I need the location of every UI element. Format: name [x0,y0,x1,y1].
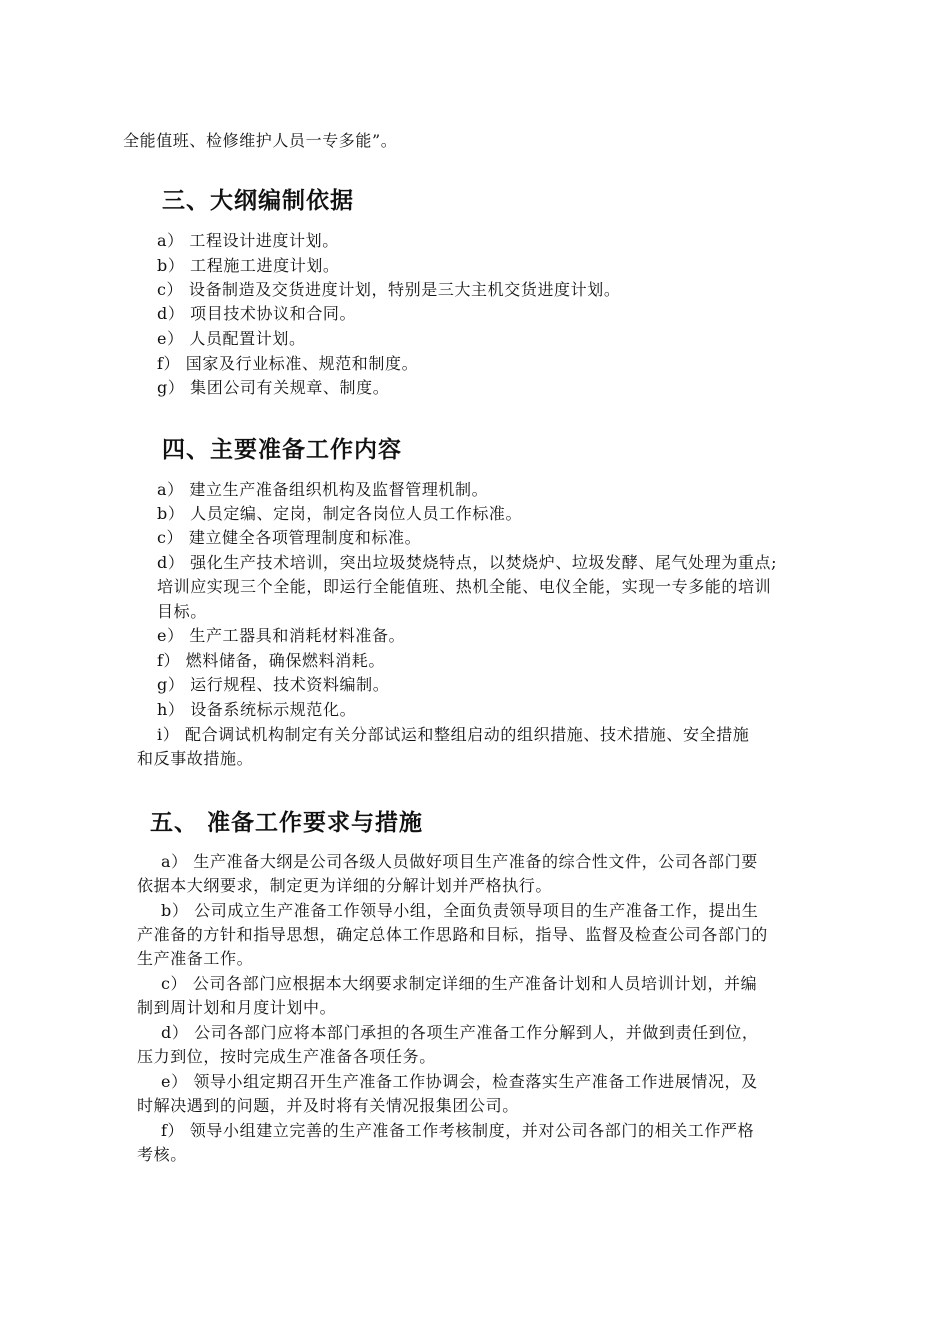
section-3-item: a） 工程设计进度计划。 [157,231,339,250]
section-4-item: c） 建立健全各项管理制度和标准。 [157,528,422,547]
section-5-item: b） 公司成立生产准备工作领导小组，全面负责领导项目的生产准备工作，提出生 [161,901,759,920]
section-4-item: d） 强化生产技术培训，突出垃圾焚烧特点，以焚烧炉、垃圾发酵、尾气处理为重点; [157,553,778,572]
section-5-item: 时解决遇到的问题，并及时将有关情况报集团公司。 [137,1096,519,1115]
section-5-item: f） 领导小组建立完善的生产准备工作考核制度，并对公司各部门的相关工作严格 [161,1121,755,1140]
section-4-item: b） 人员定编、定岗，制定各岗位人员工作标准。 [157,504,523,523]
section-5-item: 生产准备工作。 [137,949,254,968]
section-3-item: b） 工程施工进度计划。 [157,256,340,275]
section-5-item: 依据本大纲要求，制定更为详细的分解计划并严格执行。 [137,876,553,895]
intro-continuation: 全能值班、检修维护人员一专多能”。 [123,131,398,150]
section-4-item: i） 配合调试机构制定有关分部试运和整组启动的组织措施、技术措施、安全措施 [157,725,750,744]
section-4-item: 和反事故措施。 [137,749,254,768]
section-5-item: c） 公司各部门应根据本大纲要求制定详细的生产准备计划和人员培训计划，并编 [161,974,758,993]
section-3-item: e） 人员配置计划。 [157,329,306,348]
section-3-item: g） 集团公司有关规章、制度。 [157,378,390,397]
section-4-item: a） 建立生产准备组织机构及监督管理机制。 [157,480,489,499]
section-5-heading: 五、 准备工作要求与措施 [150,810,424,836]
section-3-heading: 三、大纲编制依据 [162,188,354,214]
section-5-item: 压力到位，按时完成生产准备各项任务。 [137,1047,436,1066]
section-4-item: e） 生产工器具和消耗材料准备。 [157,626,406,645]
section-4-item: 目标。 [157,602,207,621]
section-4-heading: 四、主要准备工作内容 [162,437,402,463]
section-3-item: c） 设备制造及交货进度计划，特别是三大主机交货进度计划。 [157,280,621,299]
section-4-item: h） 设备系统标示规范化。 [157,700,357,719]
section-5-item: 产准备的方针和指导思想，确定总体工作思路和目标，指导、监督及检查公司各部门的 [137,925,768,944]
section-4-item: g） 运行规程、技术资料编制。 [157,675,390,694]
section-5-item: 制到周计划和月度计划中。 [137,998,337,1017]
section-4-item: 培训应实现三个全能，即运行全能值班、热机全能、电仪全能，实现一专多能的培训 [157,577,772,596]
section-5-item: e） 领导小组定期召开生产准备工作协调会，检查落实生产准备工作进展情况，及 [161,1072,758,1091]
section-5-item: d） 公司各部门应将本部门承担的各项生产准备工作分解到人，并做到责任到位， [161,1023,759,1042]
section-5-item: a） 生产准备大纲是公司各级人员做好项目生产准备的综合性文件，公司各部门要 [161,852,758,871]
section-3-item: f） 国家及行业标准、规范和制度。 [157,354,419,373]
section-3-item: d） 项目技术协议和合同。 [157,304,357,323]
section-5-item: 考核。 [137,1145,187,1164]
section-4-item: f） 燃料储备，确保燃料消耗。 [157,651,386,670]
